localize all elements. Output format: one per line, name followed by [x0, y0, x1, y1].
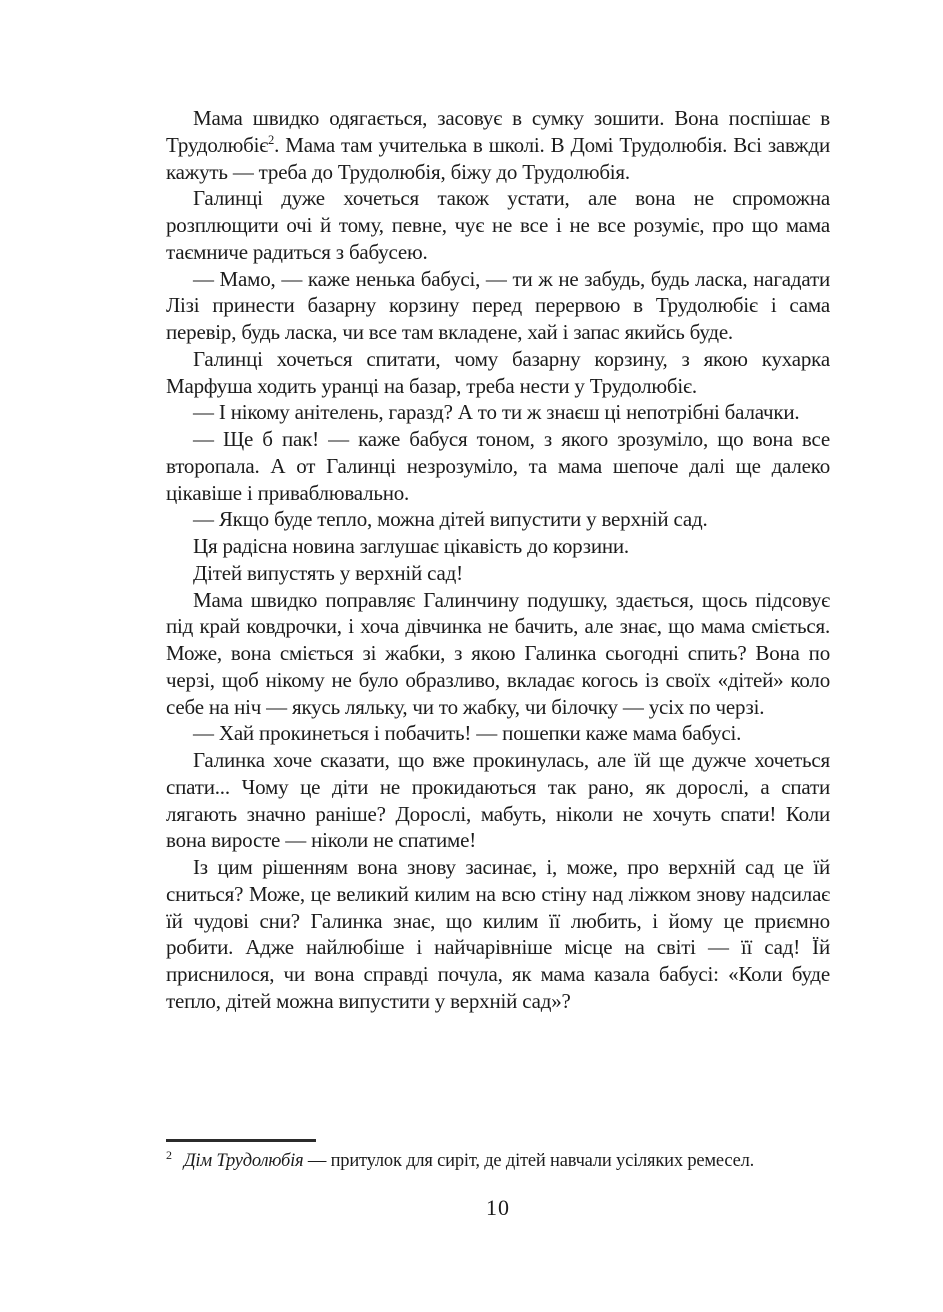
- footnote-text: — притулок для сиріт, де дітей навчали усіляких ремесел.: [307, 1151, 755, 1171]
- paragraph: [166, 105, 830, 185]
- footnote-reference: 2: [268, 132, 275, 147]
- footnote-area: [166, 1139, 830, 1173]
- paragraph: Ця радісна новина заглушає цікавість до корзини.: [193, 534, 629, 558]
- paragraph-text: Мама швидко одягається, засовує в сумку зошити. Вона поспішає в Трудолюбіє: [166, 106, 830, 157]
- paragraph: — Хай прокинеться і побачить! — пошепки каже мама бабусі.: [193, 721, 742, 746]
- paragraph: Дітей випустять у верхній сад!: [193, 560, 463, 585]
- footnote-term: Дім Трудолюбія: [183, 1151, 304, 1171]
- paragraph: Із цим рішенням вона знову засинає, і, може, про верхній сад це їй сниться? Може, це великий килим на всю стіну над ліжком знову надсилає їй чудові сни? Галинка знає, що килим її любить, і йому це приємно робити. Адже найлюбіше і найчарівніше місце на світі — її сад! Їй приснилося, чи вона справді почула, як мама казала бабусі: «Коли буде тепло, дітей можна випустити у верхній сад»?: [166, 855, 830, 1013]
- paragraph-text: . Мама там учителька в школі. В Домі Трудолюбія. Всі завжди кажуть — треба до Трудолюбія, біжу до Трудолюбія.: [166, 132, 830, 184]
- paragraph: — Мамо, — каже ненька бабусі, — ти ж не забудь, будь ласка, нагадати Лізі принести базарну корзину перед перервою в Трудолюбіє і сама перевір, будь ласка, чи все там вкладене, хай і запас якийсь буде.: [166, 266, 830, 344]
- paragraph: — Якщо буде тепло, можна дітей випустити у верхній сад.: [193, 507, 708, 532]
- paragraph: Галинка хоче сказати, що вже прокинулась, але їй ще дужче хочеться спати... Чому це діти не прокидаються так рано, як дорослі, а спати лягають значно раніше? Дорослі, мабуть, ніколи не хочуть спати! Коли вона виросте — ніколи не спатиме!: [166, 748, 830, 853]
- footnote-separator: [166, 1139, 316, 1142]
- paragraph: — Ще б пак! — каже бабуся тоном, з якого зрозуміло, що вона все второпала. А от Галинці незрозуміло, та мама шепоче далі ще далеко цікавіше і приваблювально.: [166, 427, 830, 505]
- paragraph: — І нікому анітелень, гаразд? А то ти ж знаєш ці непотрібні балачки.: [193, 400, 800, 425]
- footnote: [166, 1149, 830, 1173]
- paragraph: Галинці дуже хочеться також устати, але вона не спроможна розплющити очі й тому, певне, чує не все і не все розуміє, про що мама таємниче радиться з бабусею.: [166, 186, 830, 264]
- paragraph: Галинці хочеться спитати, чому базарну корзину, з якою кухарка Марфуша ходить уранці на базар, треба нести у Трудолюбіє.: [166, 346, 830, 398]
- footnote-marker: 2: [166, 1147, 172, 1162]
- page-number: 10: [486, 1195, 510, 1220]
- paragraph: Мама швидко поправляє Галинчину подушку, здається, щось підсовує під край ковдрочки, і хоча дівчинка не бачить, але знає, що мама сміється. Може, вона сміється зі жабки, з якою Галинка сьогодні спить? Вона по черзі, щоб нікому не було образливо, вкладає когось із своїх «дітей» коло себе на ніч — якусь ляльку, чи то жабку, чи білочку — усіх по черзі.: [166, 587, 830, 719]
- page-text: [166, 105, 830, 1015]
